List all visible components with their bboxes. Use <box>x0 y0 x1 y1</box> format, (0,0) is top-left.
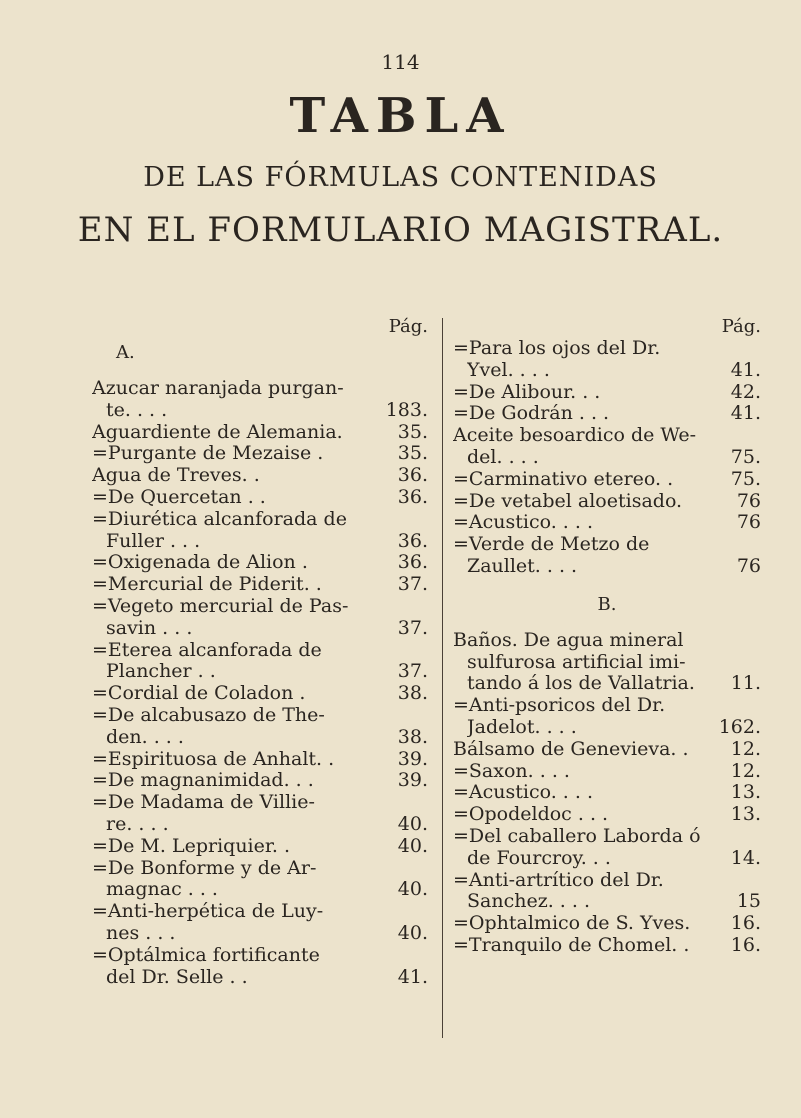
subtitle-line-2: EN EL FORMULARIO MAGISTRAL. <box>77 210 724 250</box>
index-entry <box>92 574 428 596</box>
entry-text: sulfurosa artificial imi- <box>467 651 686 673</box>
entry-text: magnac . . . <box>106 879 218 901</box>
entry-line <box>92 640 428 662</box>
entry-text: =De Godrán . . . <box>453 403 610 425</box>
entry-line <box>92 727 428 749</box>
entry-page-number: 39. <box>397 747 428 770</box>
entry-page-number: 75. <box>730 467 761 490</box>
entry-line <box>92 879 428 901</box>
entry-line <box>92 945 428 967</box>
index-entry <box>453 913 761 935</box>
entry-text: =Mercurial de Piderit. . <box>92 574 322 596</box>
index-entry <box>453 870 761 914</box>
index-entry <box>453 425 761 469</box>
entry-line <box>453 739 761 761</box>
entry-text: tando á los de Vallatria. <box>467 673 695 695</box>
index-entry <box>453 382 761 404</box>
entry-line <box>453 382 761 404</box>
entry-text: =Acustico. . . . <box>453 512 594 534</box>
index-entry <box>92 705 428 749</box>
page-column-header: Pág. <box>721 316 761 337</box>
entry-line <box>453 512 761 534</box>
entry-line <box>453 870 761 892</box>
entry-page-number: 41. <box>730 358 761 381</box>
entry-line <box>92 422 428 444</box>
entry-page-number: 12. <box>730 737 761 760</box>
entry-line <box>92 923 428 945</box>
entry-line <box>92 400 428 422</box>
entry-page-number: 36. <box>397 529 428 552</box>
page-column-header: Pág. <box>388 316 428 337</box>
entry-line <box>453 913 761 935</box>
entry-text: =Anti-psoricos del Dr. <box>453 695 666 717</box>
entry-text: re. . . . <box>106 813 169 835</box>
section-spacer <box>453 578 761 590</box>
index-entry <box>92 552 428 574</box>
entry-text: =Anti-artrítico del Dr. <box>453 869 664 891</box>
entry-line <box>92 487 428 509</box>
entry-line <box>453 534 761 556</box>
entry-line <box>92 792 428 814</box>
entry-text: =Cordial de Coladon . <box>92 683 306 705</box>
entry-text: =De M. Lepriquier. . <box>92 835 290 857</box>
entry-line <box>453 891 761 913</box>
entry-text: =Verde de Metzo de <box>453 534 650 556</box>
entry-line <box>453 360 761 382</box>
entry-text: =Oxigenada de Alion . <box>92 552 308 574</box>
entry-page-number: 11. <box>730 672 761 695</box>
index-entry <box>453 630 761 695</box>
entry-line <box>92 574 428 596</box>
entry-page-number: 13. <box>730 781 761 804</box>
index-entry <box>453 739 761 761</box>
entry-page-number: 37. <box>397 660 428 683</box>
entry-line <box>92 465 428 487</box>
entry-text: =De Alibour. . . <box>453 381 601 403</box>
entry-line <box>453 826 761 848</box>
entry-page-number: 38. <box>397 725 428 748</box>
entry-text: den. . . . <box>106 726 184 748</box>
subtitle-line-1: DE LAS FÓRMULAS CONTENIDAS <box>143 162 658 193</box>
index-entry <box>92 465 428 487</box>
index-entry <box>92 422 428 444</box>
index-entry <box>453 782 761 804</box>
entry-line <box>453 782 761 804</box>
entry-page-number: 39. <box>397 769 428 792</box>
entry-page-number: 40. <box>397 812 428 835</box>
entry-page-number: 38. <box>397 682 428 705</box>
entry-line <box>92 661 428 683</box>
entry-text: Bálsamo de Genevieva. . <box>453 738 689 760</box>
index-entry <box>92 836 428 858</box>
index-entry <box>453 695 761 739</box>
entry-page-number: 162. <box>718 715 761 738</box>
column-divider <box>442 318 443 1038</box>
entry-line <box>92 552 428 574</box>
index-entry <box>92 683 428 705</box>
index-entry <box>92 443 428 465</box>
entry-text: =De vetabel aloetisado. <box>453 490 683 512</box>
index-entry <box>453 491 761 513</box>
entry-page-number: 41. <box>730 402 761 425</box>
entry-text: savin . . . <box>106 617 193 639</box>
entry-line <box>92 378 428 400</box>
entry-text: Azucar naranjada purgan- <box>92 378 344 399</box>
entry-line <box>453 491 761 513</box>
entry-line <box>453 630 761 652</box>
entry-line <box>92 836 428 858</box>
index-entry <box>453 935 761 957</box>
entry-page-number: 14. <box>730 846 761 869</box>
entry-page-number: 36. <box>397 464 428 487</box>
entry-line <box>92 901 428 923</box>
section-letter: A. <box>116 342 135 363</box>
entry-text: Aguardiente de Alemania. <box>92 421 343 443</box>
entry-text: de Fourcroy. . . <box>467 847 611 869</box>
entry-text: Jadelot. . . . <box>467 716 577 738</box>
entry-page-number: 37. <box>397 573 428 596</box>
index-entry <box>92 858 428 902</box>
entry-text: =Acustico. . . . <box>453 782 594 804</box>
entry-text: Fuller . . . <box>106 530 201 552</box>
entry-page-number: 76 <box>736 489 761 512</box>
entry-line <box>453 695 761 717</box>
index-entry <box>453 403 761 425</box>
entry-text: Sanchez. . . . <box>467 891 590 913</box>
entry-text: =De alcabusazo de The- <box>92 704 325 726</box>
entry-line <box>92 509 428 531</box>
entry-line <box>453 717 761 739</box>
right-column <box>453 316 761 957</box>
entry-line <box>453 935 761 957</box>
entry-line <box>92 683 428 705</box>
entry-text: te. . . . <box>106 399 168 421</box>
index-entry <box>453 338 761 382</box>
entry-page-number: 36. <box>397 551 428 574</box>
entry-line <box>92 770 428 792</box>
index-entry <box>453 761 761 783</box>
entry-line <box>453 848 761 870</box>
entry-line <box>453 673 761 695</box>
left-column <box>92 316 428 988</box>
entry-line <box>453 469 761 491</box>
entry-page-number: 40. <box>397 878 428 901</box>
entry-line <box>453 652 761 674</box>
entry-text: =De Quercetan . . <box>92 486 266 508</box>
entry-text: =Opodeldoc . . . <box>453 804 609 826</box>
entry-page-number: 13. <box>730 803 761 826</box>
entry-text: =Purgante de Mezaise . <box>92 443 324 465</box>
entry-text: Aceite besoardico de We- <box>453 425 697 447</box>
entry-line <box>92 749 428 771</box>
index-entry <box>92 749 428 771</box>
entry-page-number: 41. <box>397 965 428 988</box>
entry-line <box>92 858 428 880</box>
entry-page-number: 75. <box>730 445 761 468</box>
entry-page-number: 16. <box>730 912 761 935</box>
index-entry <box>92 901 428 945</box>
entry-page-number: 35. <box>397 442 428 465</box>
entry-page-number: 16. <box>730 933 761 956</box>
entry-line <box>453 338 761 360</box>
entry-text: =Optálmica fortificante <box>92 944 320 966</box>
entry-line <box>453 447 761 469</box>
entry-text: =Eterea alcanforada de <box>92 639 322 661</box>
index-entry <box>92 509 428 553</box>
entry-line <box>92 531 428 553</box>
entry-page-number: 40. <box>397 834 428 857</box>
page-title: TABLA <box>289 88 512 144</box>
entry-line <box>453 804 761 826</box>
entry-text: Baños. De agua mineral <box>453 629 684 651</box>
index-entry <box>92 596 428 640</box>
index-entry <box>453 534 761 578</box>
entry-text: nes . . . <box>106 922 176 944</box>
page-number: 114 <box>381 50 420 74</box>
index-entry <box>92 378 428 422</box>
entry-line <box>453 403 761 425</box>
entry-page-number: 40. <box>397 921 428 944</box>
entry-line <box>92 967 428 989</box>
entry-text: =Carminativo etereo. . <box>453 468 674 490</box>
entry-text: Plancher . . <box>106 661 216 683</box>
entry-page-number: 35. <box>397 420 428 443</box>
entry-line <box>453 425 761 447</box>
entry-text: =De magnanimidad. . . <box>92 770 314 792</box>
section-letter: B. <box>597 593 617 615</box>
entry-text: =Diurética alcanforada de <box>92 508 347 530</box>
entry-text: =Tranquilo de Chomel. . <box>453 934 690 956</box>
entry-page-number: 37. <box>397 616 428 639</box>
index-entry <box>453 826 761 870</box>
entry-text: =Ophtalmico de S. Yves. <box>453 913 691 935</box>
index-entry <box>453 804 761 826</box>
entry-line <box>92 596 428 618</box>
entry-line <box>453 556 761 578</box>
entry-page-number: 12. <box>730 759 761 782</box>
index-entry <box>92 945 428 989</box>
entry-text: del. . . . <box>467 446 539 468</box>
entry-text: =De Madama de Villie- <box>92 792 315 814</box>
entry-page-number: 42. <box>730 380 761 403</box>
entry-line <box>92 705 428 727</box>
entry-text: =Espirituosa de Anhalt. . <box>92 748 335 770</box>
entry-line <box>92 618 428 640</box>
entry-text: Agua de Treves. . <box>92 465 260 487</box>
entry-line <box>92 443 428 465</box>
entry-text: Yvel. . . . <box>467 359 550 381</box>
entry-text: =Vegeto mercurial de Pas- <box>92 595 349 617</box>
entry-text: Zaullet. . . . <box>467 555 578 577</box>
entry-line <box>453 761 761 783</box>
index-entry <box>92 487 428 509</box>
entry-text: =Anti-herpética de Luy- <box>92 901 324 923</box>
index-entry <box>92 770 428 792</box>
entry-text: =Para los ojos del Dr. <box>453 338 661 359</box>
entry-page-number: 76 <box>736 554 761 577</box>
entry-page-number: 76 <box>736 511 761 534</box>
entry-text: =Saxon. . . . <box>453 760 570 782</box>
index-entry <box>453 469 761 491</box>
entry-text: del Dr. Selle . . <box>106 966 248 988</box>
index-entry <box>453 512 761 534</box>
entry-page-number: 15 <box>736 890 761 913</box>
index-entry <box>92 640 428 684</box>
entry-text: =Del caballero Laborda ó <box>453 825 701 847</box>
entry-line <box>92 814 428 836</box>
entry-page-number: 36. <box>397 485 428 508</box>
index-entry <box>92 792 428 836</box>
entry-page-number: 183. <box>385 398 428 421</box>
entry-text: =De Bonforme y de Ar- <box>92 857 317 879</box>
